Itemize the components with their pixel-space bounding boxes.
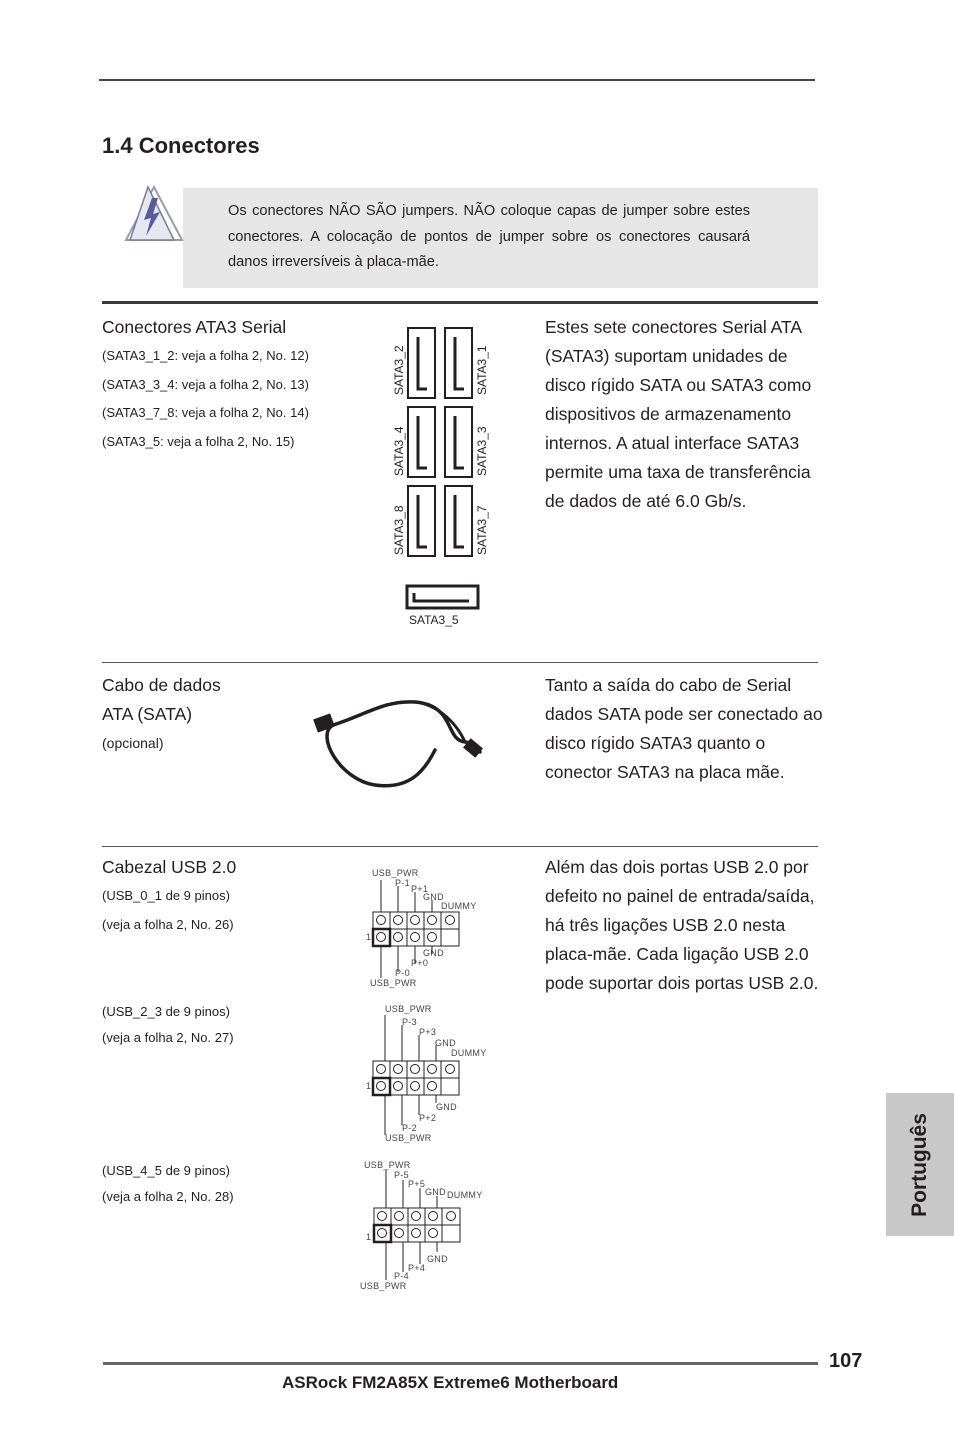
- warning-lightning-icon: [122, 184, 186, 244]
- sata-cable-image: [305, 690, 515, 810]
- usb-header-pins: (USB_4_5 de 9 pinos): [102, 1163, 230, 1178]
- footer-rule: [103, 1362, 818, 1365]
- page-number: 107: [829, 1350, 863, 1372]
- sata-port-label: SATA3_1: [475, 345, 489, 395]
- section-divider: [102, 662, 818, 663]
- sata-ref: (SATA3_1_2: veja a folha 2, No. 12): [102, 348, 309, 363]
- usb-title: Cabezal USB 2.0: [102, 857, 237, 877]
- usb-header-pins: (USB_2_3 de 9 pinos): [102, 1004, 230, 1019]
- cable-title-line1: Cabo de dados: [102, 675, 221, 695]
- sata-port-label: SATA3_7: [475, 505, 489, 555]
- sata-port-label: SATA3_3: [475, 426, 489, 476]
- section-title: 1.4 Conectores: [102, 133, 260, 158]
- usb-header-diagram: USB_PWR P-5 P+5 GND DUMMY 1 GND P+4 P-4 USB_PWR: [360, 1160, 483, 1291]
- usb-header-ref: (veja a folha 2, No. 28): [102, 1189, 234, 1204]
- footer-title: ASRock FM2A85X Extreme6 Motherboard: [282, 1373, 619, 1392]
- top-rule: [99, 79, 815, 81]
- sata-port-label: SATA3_8: [392, 505, 406, 555]
- sata-ref: (SATA3_5: veja a folha 2, No. 15): [102, 434, 295, 449]
- sata-description: Estes sete conectores Serial ATA (SATA3) suportam unidades de disco rígido SATA ou SATA3 como dispositivos de armazenamento internos. A atual interface SATA3 permite uma taxa de transferência de dados de até 6.0 Gb/s.: [545, 317, 812, 511]
- cable-note: (opcional): [102, 735, 164, 751]
- sata-ref: (SATA3_3_4: veja a folha 2, No. 13): [102, 377, 309, 392]
- sata-title: Conectores ATA3 Serial: [102, 317, 287, 337]
- usb-header-pins: (USB_0_1 de 9 pinos): [102, 888, 230, 903]
- section-divider: [102, 846, 818, 847]
- sata-ref: (SATA3_7_8: veja a folha 2, No. 14): [102, 405, 309, 420]
- sata-port-label: SATA3_4: [392, 426, 406, 476]
- language-tab-label: Português: [908, 1112, 931, 1217]
- section-divider: [102, 301, 818, 304]
- warning-text: Os conectores NÃO SÃO jumpers. NÃO coloque capas de jumper sobre estes conectores. A colocação de pontos de jumper sobre os conectores causará danos irreversíveis à placa-mãe.: [228, 203, 750, 270]
- sata-port-label: SATA3_2: [392, 345, 406, 395]
- cable-description: Tanto a saída do cabo de Serial dados SATA pode ser conectado ao disco rígido SATA3 quanto o conector SATA3 na placa mãe.: [545, 675, 823, 782]
- usb-header-ref: (veja a folha 2, No. 26): [102, 917, 234, 932]
- usb-header-diagram: USB_PWR P-3 P+3 GND DUMMY 1 GND P+2 P-2 USB_PWR: [366, 1004, 487, 1143]
- usb-header-diagram: USB_PWR P-1 P+1 GND DUMMY 1 GND P+0 P-0 USB_PWR: [366, 868, 477, 988]
- sata-port-label: SATA3_5: [409, 613, 459, 627]
- usb-description: Além das dois portas USB 2.0 por defeito no painel de entrada/saída, há três ligações USB 2.0 nesta placa-mãe. Cada ligação USB 2.0 pode suportar dois portas USB 2.0.: [545, 857, 819, 993]
- sata-connector-diagram: [405, 325, 485, 615]
- usb-header-ref: (veja a folha 2, No. 27): [102, 1030, 234, 1045]
- cable-title-line2: ATA (SATA): [102, 704, 193, 724]
